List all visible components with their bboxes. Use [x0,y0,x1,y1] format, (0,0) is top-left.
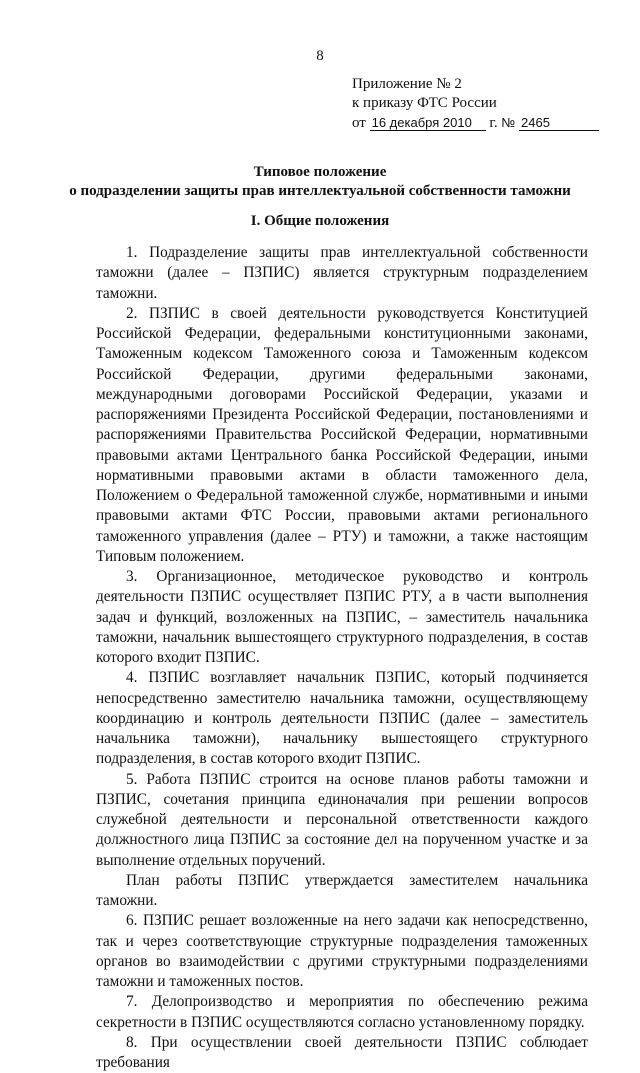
paragraph-3: 3. Организационное, методическое руководство и контроль деятельности ПЗПИС осуществляет ПЗПИС РТУ, а в части выполнения задач и функций, возложенных на ПЗПИС, – заместитель начальника таможни, начальник вышестоящего структурного подразделения, в состав которого входит ПЗПИС. [96,568,588,666]
order-number: 2465 [519,115,599,131]
section-heading: I. Общие положения [250,213,390,229]
year-suffix: г. [489,115,498,131]
title-line-1: Типовое положение [253,164,387,180]
page-number: 8 [316,48,324,64]
date-prefix: от [352,115,366,131]
appendix-order-ref: к приказу ФТС России [352,95,497,111]
order-date: 16 декабря 2010 [370,115,486,131]
appendix-date-line [352,113,599,133]
paragraph-4: 4. ПЗПИС возглавляет начальник ПЗПИС, который подчиняется непосредственно заместителю начальника таможни, осуществляющему координацию и контроль деятельности ПЗПИС (далее – заместитель начальника таможни), начальнику вышестоящего структурного подразделения, в состав которого входит ПЗПИС. [96,669,588,768]
paragraph-5-plan: План работы ПЗПИС утверждается заместителем начальника таможни. [96,871,588,909]
number-sign: № [501,115,516,130]
paragraph-5: 5. Работа ПЗПИС строится на основе планов работы таможни и ПЗПИС, сочетания принципа единоначалия при решении вопросов служебной деятельности и персональной ответственности каждого должностного лица ПЗПИС за состояние дел на порученном участке и за выполнение отдельных поручений. [96,770,588,869]
appendix-block [352,75,599,133]
appendix-number: Приложение № 2 [352,76,462,92]
paragraph-7: 7. Делопроизводство и мероприятия по обеспечению режима секретности в ПЗПИС осуществляются согласно установленному порядку. [96,993,588,1031]
document-title [40,163,600,201]
paragraph-2: 2. ПЗПИС в своей деятельности руководствуется Конституцией Российской Федерации, федеральными конституционными законами, Таможенным кодексом Таможенного союза и Таможенным кодексом Российской Федерации, другими федеральными законами, международными договорами Российской Федерации, указами и распоряжениями Президента Российской Федерации, постановлениями и распоряжениями Правительства Российской Федерации, нормативными правовыми актами Центрального банка Российской Федерации, иными нормативными правовыми актами в области таможенного дела, Положением о Федеральной таможенной службе, нормативными и иными правовыми актами ФТС России, правовыми актами регионального таможенного управления (далее – РТУ) и таможни, а также настоящим Типовым положением. [96,304,588,565]
title-line-2: о подразделении защиты прав интеллектуальной собственности таможни [69,183,571,199]
document-body [96,243,588,1073]
paragraph-8: 8. При осуществлении своей деятельности ПЗПИС соблюдает требования [96,1033,588,1071]
paragraph-1: 1. Подразделение защиты прав интеллектуальной собственности таможни (далее – ПЗПИС) является структурным подразделением таможни. [96,244,588,302]
paragraph-6: 6. ПЗПИС решает возложенные на него задачи как непосредственно, так и через соответствующие структурные подразделения таможенных органов во взаимодействии с другими структурными подразделениями таможни и таможенных постов. [96,912,588,990]
